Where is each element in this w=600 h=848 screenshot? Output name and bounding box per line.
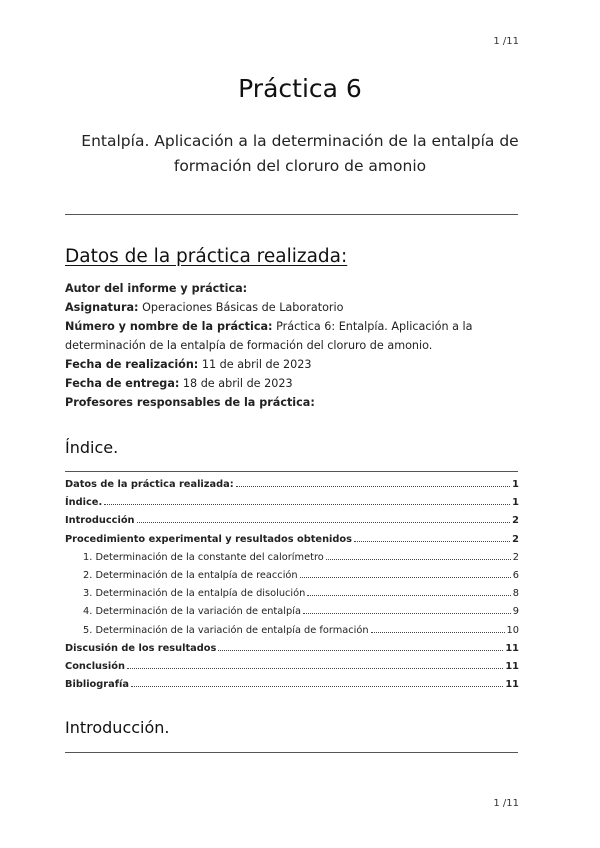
- toc-entry-page: 11: [505, 660, 519, 672]
- toc-leader: [104, 504, 510, 505]
- toc-entry-title: Discusión de los resultados: [65, 642, 217, 654]
- toc-leader: [371, 632, 505, 633]
- divider-indice: [65, 471, 518, 472]
- divider-introduccion: [65, 752, 518, 753]
- fecha-entrega-value: 18 de abril de 2023: [182, 377, 293, 390]
- toc-entry[interactable]: [65, 515, 519, 533]
- toc-entry-page: 2: [512, 551, 519, 563]
- toc-leader: [303, 613, 511, 614]
- toc-leader: [131, 686, 503, 687]
- toc-entry[interactable]: [65, 552, 519, 570]
- toc-entry-page: 10: [506, 624, 519, 636]
- toc-entry-page: 2: [512, 533, 519, 545]
- subtitle-line-2: formación del cloruro de amonio: [173, 157, 427, 175]
- datos-heading: Datos de la práctica realizada:: [65, 246, 348, 267]
- toc-entry[interactable]: [65, 643, 519, 661]
- toc-entry[interactable]: [65, 570, 519, 588]
- toc-entry-title: Introducción: [65, 515, 135, 527]
- toc-entry-page: 11: [505, 679, 519, 691]
- fecha-realizacion-row: [65, 355, 520, 374]
- autor-row: [65, 279, 520, 298]
- toc-entry-page: 11: [505, 642, 519, 654]
- asignatura-label: Asignatura:: [65, 301, 139, 314]
- fecha-entrega-row: [65, 374, 520, 393]
- fecha-realizacion-label: Fecha de realización:: [65, 358, 199, 371]
- toc-leader: [236, 486, 511, 487]
- toc-entry-page: 2: [512, 515, 519, 527]
- numero-label: Número y nombre de la práctica:: [65, 320, 273, 333]
- toc-leader: [127, 668, 503, 669]
- subtitle-line-1: Entalpía. Aplicación a la determinación de la entalpía de: [81, 132, 519, 150]
- toc-leader: [307, 595, 510, 596]
- toc-entry-page: 6: [512, 569, 519, 581]
- page-number-top: 1 /11: [493, 36, 519, 47]
- toc-entry[interactable]: [65, 534, 519, 552]
- toc-entry[interactable]: [65, 625, 519, 643]
- profesores-row: [65, 393, 520, 412]
- toc-entry[interactable]: [65, 588, 519, 606]
- toc-entry[interactable]: [65, 606, 519, 624]
- asignatura-value: Operaciones Básicas de Laboratorio: [142, 301, 344, 314]
- fecha-realizacion-value: 11 de abril de 2023: [201, 358, 312, 371]
- toc-entry-title: Conclusión: [65, 660, 125, 672]
- toc-leader: [218, 650, 503, 651]
- asignatura-row: [65, 298, 520, 317]
- toc-entry-title: 3. Determinación de la entalpía de disolución: [83, 588, 306, 600]
- document-title: Práctica 6: [238, 74, 362, 103]
- toc-entry[interactable]: [65, 479, 519, 497]
- table-of-contents: [65, 479, 519, 697]
- toc-entry-title: 4. Determinación de la variación de entalpía: [83, 606, 301, 618]
- toc-entry-title: 2. Determinación de la entalpía de reacción: [83, 569, 298, 581]
- fecha-entrega-label: Fecha de entrega:: [65, 377, 180, 390]
- toc-entry-title: Datos de la práctica realizada:: [65, 479, 234, 490]
- toc-entry-page: 1: [512, 497, 519, 509]
- toc-leader: [137, 522, 511, 523]
- profesores-label: Profesores responsables de la práctica:: [65, 396, 315, 409]
- document-subtitle: [80, 129, 520, 179]
- toc-leader: [354, 541, 510, 542]
- toc-leader: [326, 559, 511, 560]
- toc-leader: [300, 577, 511, 578]
- indice-heading: Índice.: [65, 438, 119, 457]
- divider-top: [65, 214, 518, 215]
- toc-entry-page: 8: [512, 588, 519, 600]
- toc-entry[interactable]: [65, 497, 519, 515]
- introduccion-heading: Introducción.: [65, 718, 170, 737]
- toc-entry-title: Índice.: [65, 497, 103, 509]
- toc-entry-title: Procedimiento experimental y resultados obtenidos: [65, 533, 352, 545]
- toc-entry-title: 5. Determinación de la variación de entalpía de formación: [83, 624, 369, 636]
- page-number-bottom: 1 /11: [493, 798, 519, 809]
- toc-entry-page: 1: [512, 479, 519, 490]
- toc-entry-title: 1. Determinación de la constante del calorímetro: [83, 551, 324, 563]
- autor-label: Autor del informe y práctica:: [65, 282, 248, 295]
- numero-row: [65, 317, 520, 355]
- datos-section: [65, 279, 520, 412]
- numero-value: Práctica 6: Entalpía. Aplicación a la determinación de la entalpía de formación del cloruro de amonio.: [65, 320, 473, 352]
- toc-entry[interactable]: [65, 661, 519, 679]
- toc-entry-page: 9: [512, 606, 519, 618]
- toc-entry-title: Bibliografía: [65, 679, 129, 691]
- toc-entry[interactable]: [65, 679, 519, 697]
